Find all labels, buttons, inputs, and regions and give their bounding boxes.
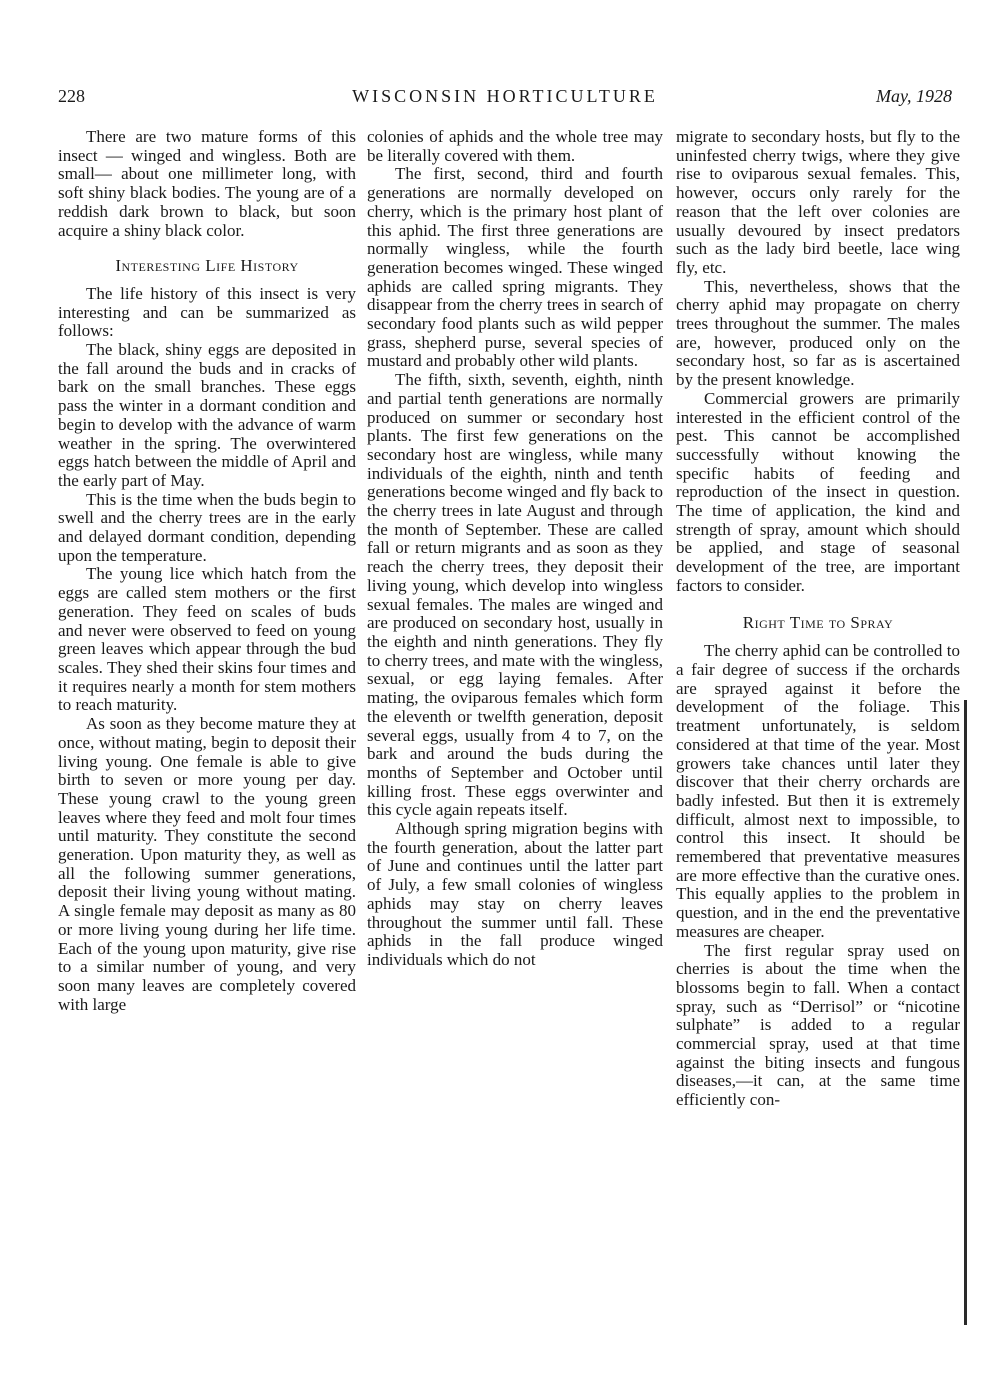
section-heading: Interesting Life History	[115, 256, 299, 276]
text-column-3	[676, 128, 960, 1110]
text-column-1	[58, 128, 356, 1014]
paragraph: migrate to secondary hosts, but fly to the uninfested cherry twigs, where they give rise to oviparous sexual females. This, however, occurs only rarely for the reason that the left over colonies are usually devoured by insect predators such as the lady bird beetle, lace wing fly, etc.	[676, 127, 960, 277]
paragraph: This is the time when the buds begin to swell and the cherry trees are in the early and delayed dormant condition, depending upon the temperature.	[58, 489, 356, 565]
paragraph: This, nevertheless, shows that the cherry aphid may propagate on cherry trees throughout the summer. The males are, however, produced only on the secondary host, so far as is ascertained by the present knowledge.	[676, 276, 960, 390]
paragraph: The life history of this insect is very interesting and can be summarized as follows:	[58, 283, 356, 341]
paragraph: Although spring migration begins with the fourth generation, about the latter part of June and continues until the latter part of July, a few small colonies of wingless aphids may stay on cherry leaves throughout the summer until fall. These aphids in the fall produce winged individuals which do not	[367, 819, 663, 969]
paragraph: The first regular spray used on cherries is about the time when the blossoms begin to fall. When a contact spray, such as “Derrisol” or “nicotine sulphate” is added to a regular commercial spray, used at that time against the biting insects and fungous diseases,—it can, at the same time efficiently con-	[676, 940, 960, 1110]
journal-title: WISCONSIN HORTICULTURE	[352, 86, 658, 106]
paragraph: The cherry aphid can be controlled to a fair degree of success if the orchards are sprayed against it before the development of the foliage. This treatment unfortunately, is seldom considered at that time of the year. Most growers take chances until later they discover that their cherry orchards are badly infested. But then it is extremely difficult, almost next to impossible, to control this insect. It should be remembered that preventative measures are more effective than the curative ones. This equally applies to the problem in question, and in the end the preventative measures are cheaper.	[676, 641, 960, 941]
text-column-2	[367, 128, 663, 970]
paragraph: The first, second, third and fourth generations are normally developed on cherry, which is the primary host plant of this aphid. The first three generations are normally wingless, while the fourth generation becomes winged. These winged aphids are called spring migrants. They disappear from the cherry trees in search of secondary food plants such as wild pepper grass, shepherd purse, several species of mustard and probably other wild plants.	[367, 164, 663, 371]
paragraph: There are two mature forms of this insect — winged and wingless. Both are small— about one millimeter long, with soft shiny black bodies. The young are of a reddish dark brown to black, but soon acquire a shiny black color.	[58, 127, 356, 240]
issue-date: May, 1928	[876, 86, 952, 106]
page-number: 228	[58, 86, 85, 106]
paragraph: colonies of aphids and the whole tree may be literally covered with them.	[367, 127, 663, 165]
paragraph: The fifth, sixth, seventh, eighth, ninth and partial tenth generations are normally produced on summer or secondary host plants. The first few generations on the secondary host are wingless, while many individuals of the eighth, ninth and tenth generations become winged and fly back to the cherry trees in late August and through the month of September. These are called fall or return migrants and as soon as they reach the cherry trees, they deposit their living young, which develop into wingless sexual females. The males are winged and are produced on secondary host, usually in the eighth and ninth generations. They fly to cherry trees, and mate with the wingless, sexual, or egg laying females. After mating, the oviparous females which form the eleventh or twelfth generation, deposit several eggs, usually from 4 to 7, on the bark and around the buds during the months of September and October until killing frost. These eggs overwinter and this cycle again repeats itself.	[367, 370, 663, 820]
paragraph: As soon as they become mature they at once, without mating, begin to deposit their living young. One female is able to give birth to seven or more young per day. These young crawl to the young green leaves where they feed and molt four times until maturity. They constitute the second generation. Upon maturity they, as well as all the following summer generations, deposit their living young without mating. A single female may deposit as many as 80 or more living young during her life time. Each of the young upon maturity, give rise to a similar number of young, and very soon many leaves are completely covered with large	[58, 714, 356, 1014]
paragraph: The young lice which hatch from the eggs are called stem mothers or the first generation. They feed on scales of buds and never were observed to feed on young green leaves which appear through the bud scales. They shed their skins four times and it requires nearly a month for stem mothers to reach maturity.	[58, 564, 356, 715]
margin-rule	[964, 700, 967, 1325]
paragraph: The black, shiny eggs are deposited in the fall around the buds and in cracks of bark on the small branches. These eggs pass the winter in a dormant condition and begin to develop with the advance of warm weather in the spring. The overwintered eggs hatch between the middle of April and the early part of May.	[58, 340, 356, 490]
running-header	[58, 86, 952, 112]
section-heading: Right Time to Spray	[742, 612, 894, 632]
paragraph: Commercial growers are primarily interested in the efficient control of the pest. This cannot be accomplished successfully without knowing the specific habits of feeding and reproduction of the insect in question. The time of application, the kind and strength of spray, amount which should be applied, and stage of seasonal development of the tree, are important factors to consider.	[676, 388, 960, 595]
